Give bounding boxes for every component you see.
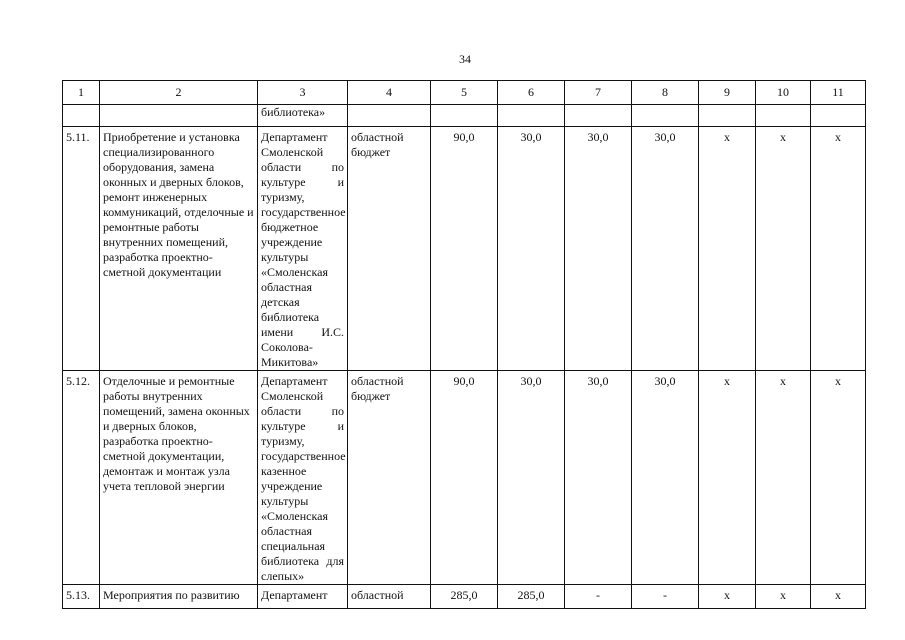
col11-cell: x [811,585,866,609]
year1-cell: 30,0 [498,371,565,585]
description-cell: Мероприятия по развитию [100,585,258,609]
header-cell: 3 [258,81,348,105]
col9-cell: x [699,585,756,609]
header-cell: 6 [498,81,565,105]
col10-cell: x [756,127,811,371]
page-number: 34 [459,52,471,66]
header-cell: 2 [100,81,258,105]
row-number: 5.12. [63,371,100,585]
header-cell: 11 [811,81,866,105]
col10-cell: x [756,371,811,585]
table-row [63,585,866,609]
row-number: 5.13. [63,585,100,609]
description-cell: Приобретение и установка специализированного оборудования, замена оконных и дверных блоков, ремонт инженерных коммуникаций, отделочные и ремонтные работы внутренних помещений, разработка проектно-сметной документации [100,127,258,371]
year1-cell: 30,0 [498,127,565,371]
header-cell: 7 [565,81,632,105]
budget-table [62,80,866,609]
description-cell: Отделочные и ремонтные работы внутренних помещений, замена оконных и дверных блоков, разработка проектно-сметной документации, демонтаж и монтаж узла учета тепловой энергии [100,371,258,585]
year2-cell: 30,0 [565,371,632,585]
total-cell: 90,0 [431,371,498,585]
header-cell: 9 [699,81,756,105]
year1-cell: 285,0 [498,585,565,609]
header-cell: 8 [632,81,699,105]
col10-cell: x [756,585,811,609]
year2-cell: - [565,585,632,609]
row-number: 5.11. [63,127,100,371]
table-row [63,127,866,371]
total-cell: 90,0 [431,127,498,371]
source-cell: областной [348,585,431,609]
source-cell: областной бюджет [348,371,431,585]
header-cell: 4 [348,81,431,105]
total-cell: 285,0 [431,585,498,609]
executor-cell: Департамент Смоленской области по культуре и туризму, государственное бюджетное учреждение культуры «Смоленская областная детская библиотека имени И.С. Соколова-Микитова» [258,127,348,371]
header-row [63,81,866,105]
col11-cell: x [811,127,866,371]
table-row [63,371,866,585]
year2-cell: 30,0 [565,127,632,371]
source-cell: областной бюджет [348,127,431,371]
header-cell: 5 [431,81,498,105]
year3-cell: 30,0 [632,371,699,585]
year3-cell: - [632,585,699,609]
executor-cell: библиотека» [258,105,348,127]
continuation-row [63,105,866,127]
year3-cell: 30,0 [632,127,699,371]
col11-cell: x [811,371,866,585]
col9-cell: x [699,371,756,585]
header-cell: 1 [63,81,100,105]
header-cell: 10 [756,81,811,105]
executor-cell: Департамент Смоленской области по культуре и туризму, государственное казенное учреждение культуры «Смоленская областная специальная библиотека для слепых» [258,371,348,585]
col9-cell: x [699,127,756,371]
executor-cell: Департамент [258,585,348,609]
